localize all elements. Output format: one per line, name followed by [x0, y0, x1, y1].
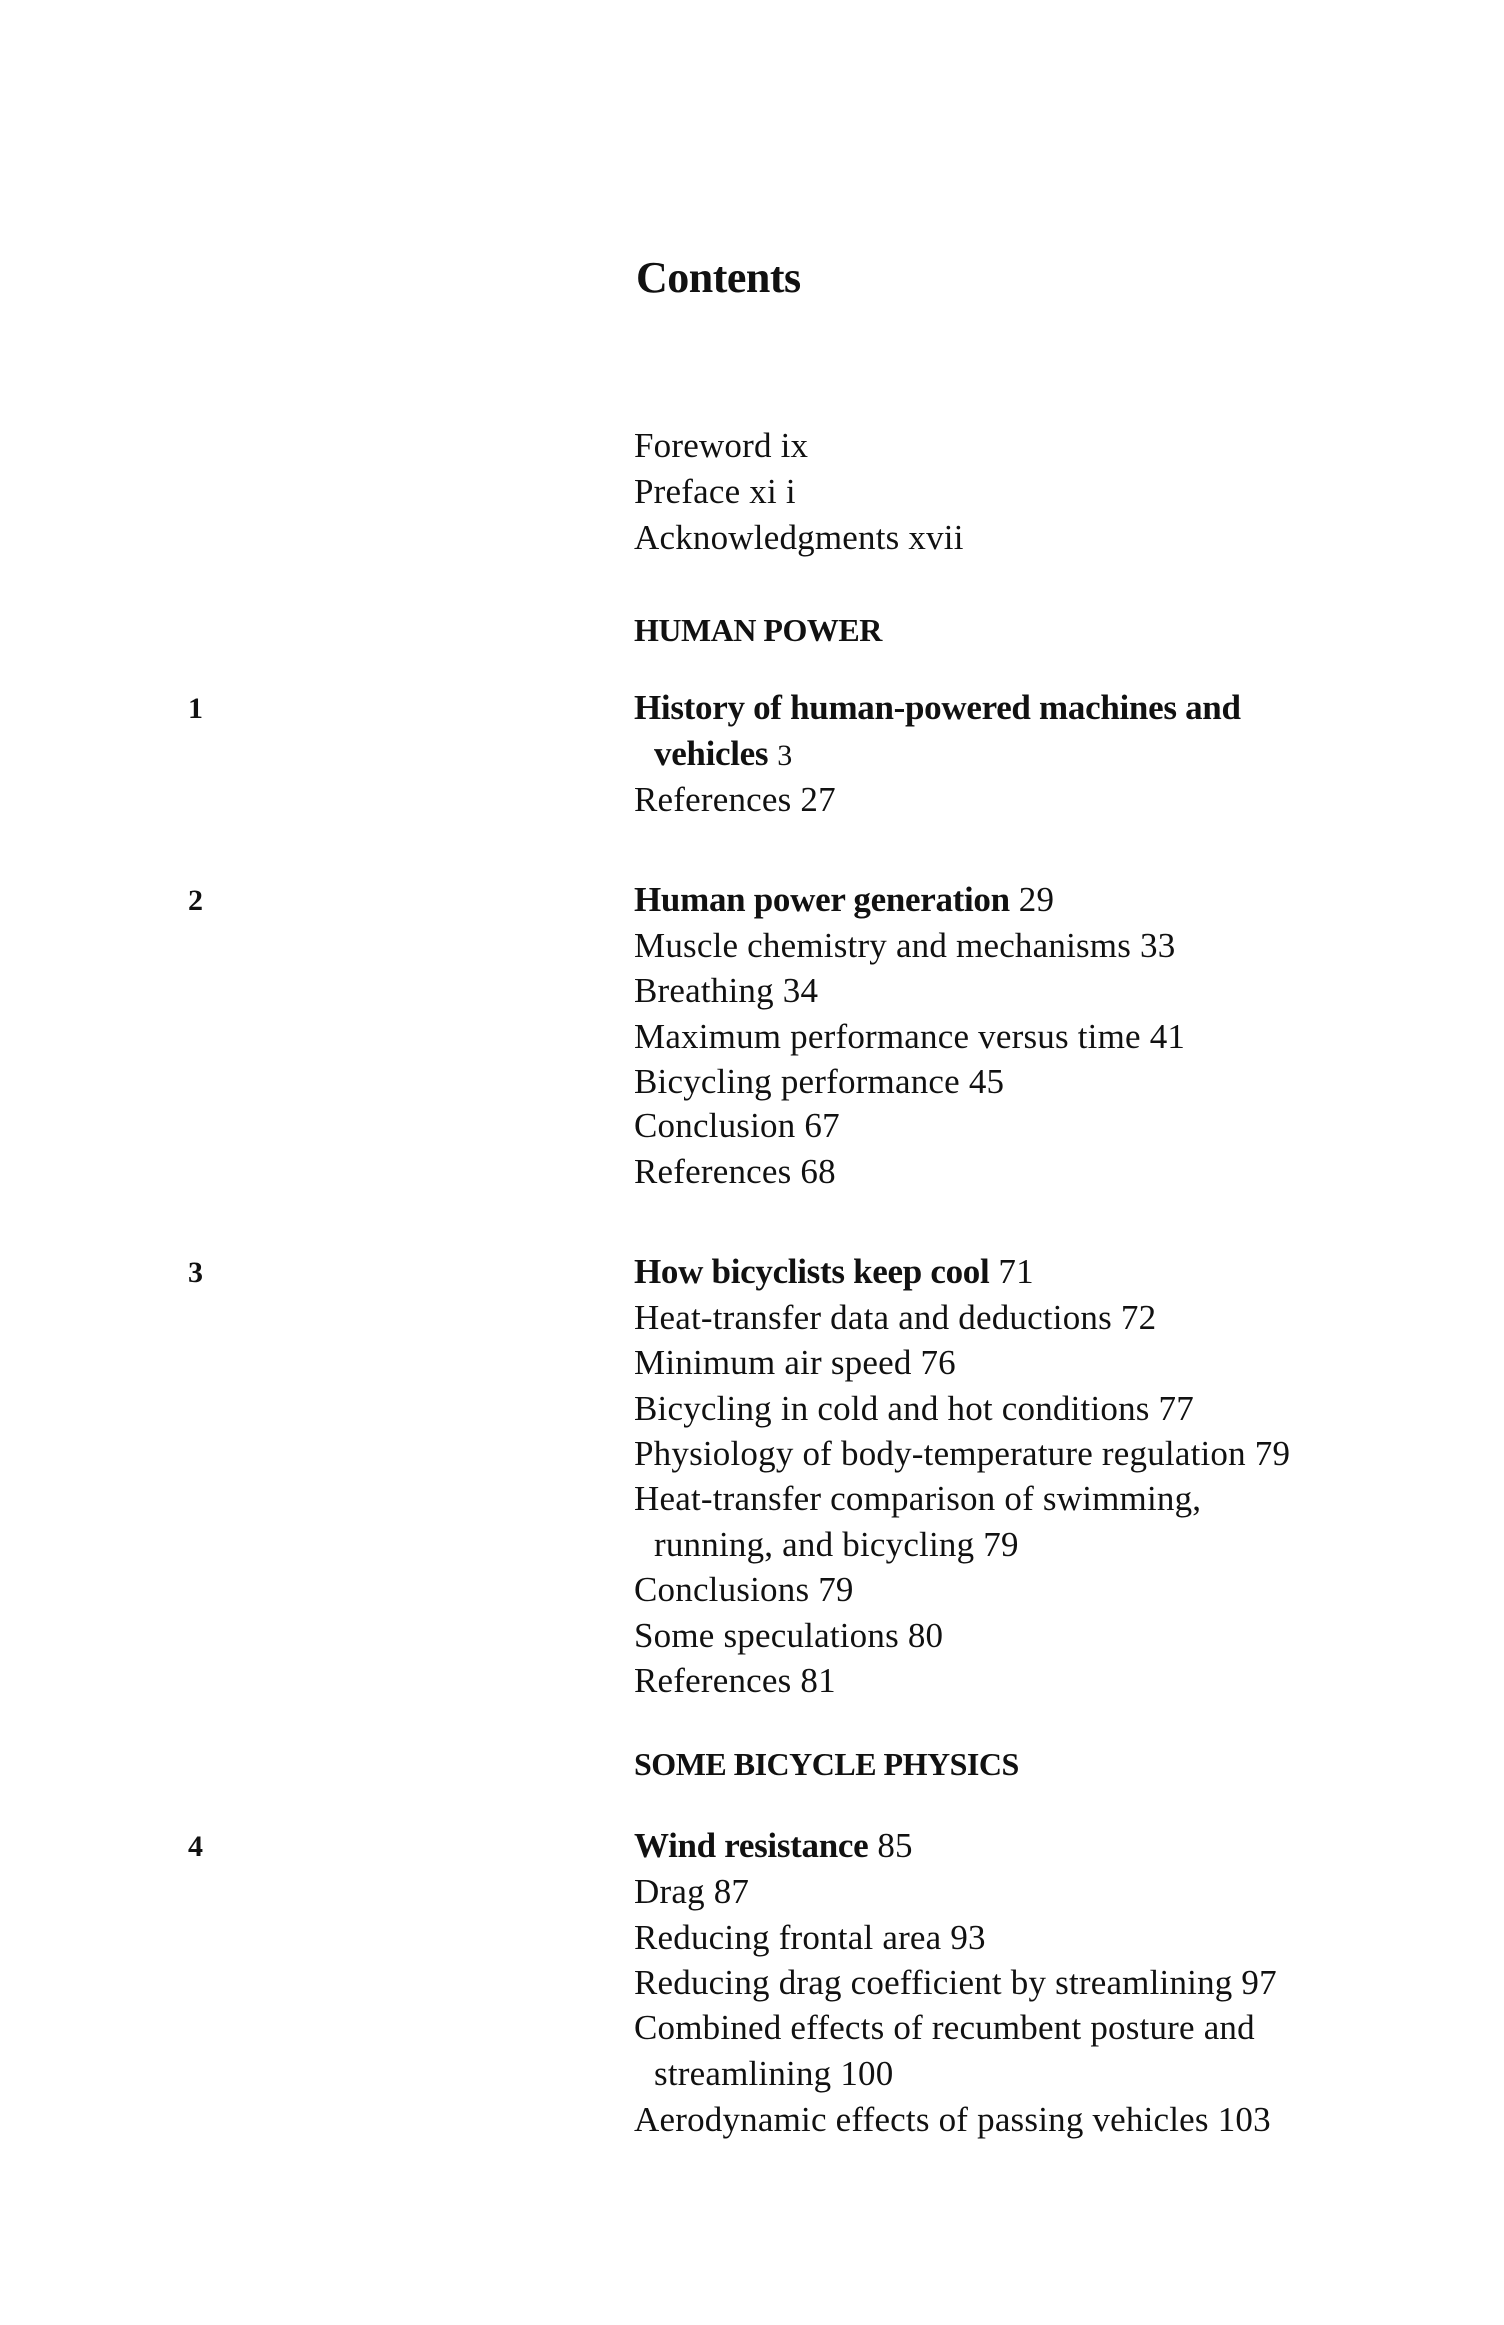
- toc-entry: Bicycling performance 45: [634, 1062, 1005, 1101]
- chapter-title: [634, 686, 1241, 730]
- chapter-number: 4: [188, 1830, 203, 1863]
- chapter-title: [634, 878, 1054, 922]
- toc-entry: Reducing frontal area 93: [634, 1918, 986, 1957]
- chapter-title-continuation: [654, 732, 792, 778]
- chapter-title-text: Human power generation: [634, 880, 1010, 919]
- toc-entry: Heat-transfer comparison of swimming,: [634, 1479, 1202, 1518]
- chapter-page-number: 3: [777, 739, 793, 772]
- toc-entry: Minimum air speed 76: [634, 1343, 956, 1382]
- toc-entry-foreword: Foreword ix: [634, 426, 809, 465]
- chapter-number: 1: [188, 692, 203, 725]
- toc-entry: Aerodynamic effects of passing vehicles 103: [634, 2100, 1271, 2139]
- page-title: Contents: [636, 253, 801, 302]
- toc-entry: Some speculations 80: [634, 1616, 944, 1655]
- toc-entry: Muscle chemistry and mechanisms 33: [634, 926, 1176, 965]
- toc-entry: Breathing 34: [634, 971, 819, 1010]
- toc-entry: Conclusions 79: [634, 1570, 854, 1609]
- chapter-title-text: How bicyclists keep cool: [634, 1252, 990, 1291]
- chapter-page-number: 85: [877, 1826, 913, 1865]
- toc-entry: Reducing drag coefficient by streamlining 97: [634, 1963, 1277, 2002]
- chapter-page-number: 29: [1018, 880, 1055, 919]
- chapter-title: [634, 1250, 1034, 1294]
- part-heading-bicycle-physics: SOME BICYCLE PHYSICS: [634, 1746, 1019, 1782]
- chapter-number: 2: [188, 884, 203, 917]
- chapter-title: [634, 1824, 913, 1868]
- part-heading-human-power: HUMAN POWER: [634, 612, 882, 648]
- toc-entry: References 27: [634, 780, 836, 819]
- toc-entry: References 81: [634, 1661, 836, 1700]
- toc-entry: Heat-transfer data and deductions 72: [634, 1298, 1157, 1337]
- toc-entry: Bicycling in cold and hot conditions 77: [634, 1389, 1194, 1428]
- toc-entry: Conclusion 67: [634, 1106, 840, 1145]
- toc-entry: Drag 87: [634, 1872, 750, 1911]
- chapter-page-number: 71: [998, 1252, 1034, 1291]
- chapter-title-text: vehicles: [654, 734, 769, 773]
- toc-entry-preface: Preface xi i: [634, 472, 796, 511]
- chapter-title-text: Wind resistance: [634, 1826, 869, 1865]
- toc-entry: Maximum performance versus time 41: [634, 1017, 1186, 1056]
- toc-entry-continuation: streamlining 100: [654, 2054, 894, 2093]
- chapter-number: 3: [188, 1256, 203, 1289]
- toc-entry: References 68: [634, 1152, 836, 1191]
- chapter-title-text: History of human-powered machines and: [634, 688, 1241, 727]
- toc-entry-continuation: running, and bicycling 79: [654, 1525, 1019, 1564]
- toc-entry: Combined effects of recumbent posture and: [634, 2008, 1255, 2047]
- toc-entry: Physiology of body-temperature regulation 79: [634, 1434, 1291, 1473]
- toc-entry-acknowledgments: Acknowledgments xvii: [634, 518, 964, 557]
